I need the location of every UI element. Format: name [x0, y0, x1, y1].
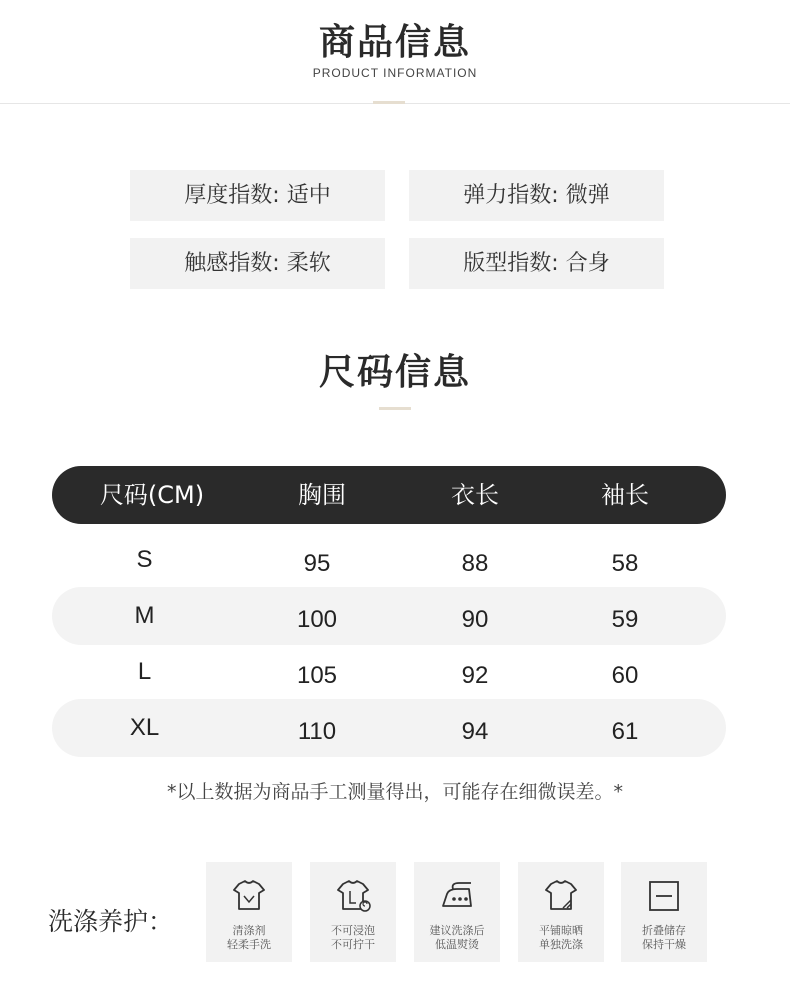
detergent-tshirt-icon [229, 876, 269, 916]
cell-chest: 100 [296, 606, 338, 633]
table-row [52, 531, 726, 589]
care-text-line1: 平铺晾晒 [539, 924, 583, 937]
care-text [310, 924, 396, 952]
cell-size: M [134, 602, 155, 629]
table-row [52, 643, 726, 701]
cell-size: L [137, 658, 152, 685]
care-text-line1: 建议洗涤后 [429, 924, 485, 937]
cell-length: 92 [461, 662, 489, 689]
care-label: 洗涤养护： [48, 907, 174, 936]
measurement-note: *以上数据为商品手工测量得出，可能存在细微误差。* [166, 781, 623, 803]
care-item [206, 862, 292, 962]
cell-sleeve: 60 [611, 662, 639, 689]
care-item [310, 862, 396, 962]
care-item [414, 862, 500, 962]
care-text-line2: 轻柔手洗 [227, 938, 271, 951]
care-text-line2: 不可拧干 [331, 938, 375, 951]
header-length: 衣长 [451, 481, 499, 509]
cell-length: 94 [461, 718, 489, 745]
attribute-thickness: 厚度指数: 适中 [130, 170, 385, 221]
care-text [621, 924, 707, 952]
table-row [52, 587, 726, 645]
care-text-line2: 低温熨烫 [435, 938, 479, 951]
care-text-line2: 单独洗涤 [539, 938, 583, 951]
cell-length: 90 [461, 606, 489, 633]
care-text-line1: 不可浸泡 [331, 924, 375, 937]
cell-size: S [136, 546, 153, 573]
cell-sleeve: 59 [611, 606, 639, 633]
care-text [206, 924, 292, 952]
cell-sleeve: 61 [611, 718, 639, 745]
cell-chest: 95 [303, 550, 331, 577]
attribute-elasticity: 弹力指数: 微弹 [409, 170, 664, 221]
cell-chest: 110 [297, 718, 337, 745]
care-text-line2: 保持干燥 [642, 938, 686, 951]
care-text-line1: 清涤剂 [232, 924, 266, 937]
size-table-header [52, 466, 726, 524]
flat-dry-tshirt-icon [541, 876, 581, 916]
cell-length: 88 [461, 550, 489, 577]
fold-storage-icon [644, 876, 684, 916]
size-title-accent [379, 407, 411, 410]
header-chest: 胸围 [298, 481, 346, 509]
care-item [518, 862, 604, 962]
header-size: 尺码(CM) [99, 481, 205, 509]
no-soak-tshirt-icon [333, 876, 373, 916]
care-text [414, 924, 500, 952]
care-text-line1: 折叠储存 [642, 924, 686, 937]
header-sleeve: 袖长 [601, 481, 649, 509]
cell-chest: 105 [296, 662, 338, 689]
size-info-title: 尺码信息 [318, 352, 471, 393]
product-info-title: 商品信息 [318, 22, 471, 63]
table-row [52, 699, 726, 757]
cell-sleeve: 58 [611, 550, 639, 577]
attribute-fit: 版型指数: 合身 [409, 238, 664, 289]
attribute-touch: 触感指数: 柔软 [130, 238, 385, 289]
product-info-subtitle: PRODUCT INFORMATION [312, 66, 478, 80]
low-iron-icon [437, 876, 477, 916]
header-accent [373, 101, 405, 104]
care-item [621, 862, 707, 962]
care-text [518, 924, 604, 952]
cell-size: XL [129, 714, 160, 741]
